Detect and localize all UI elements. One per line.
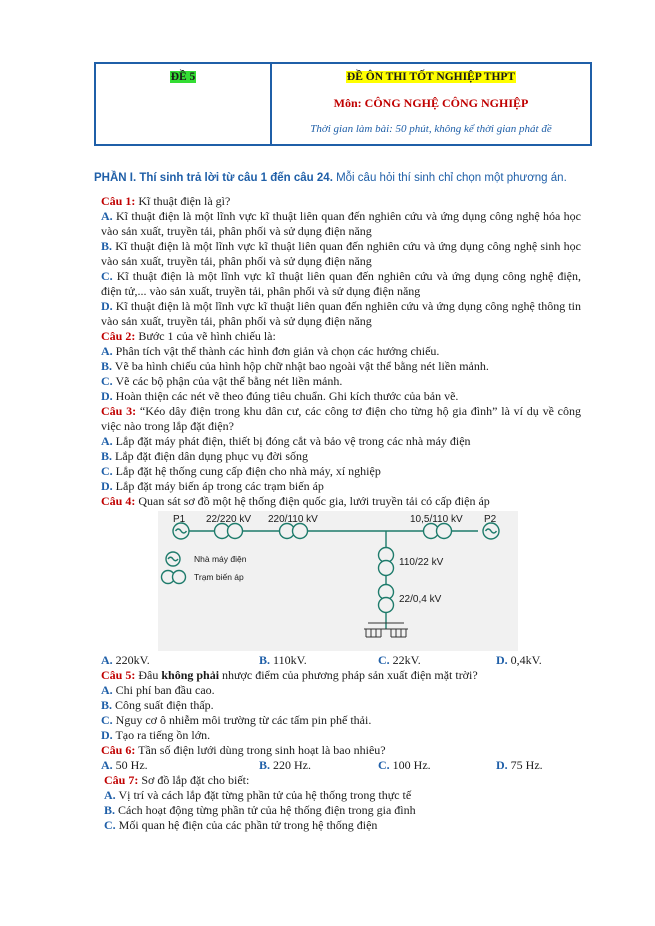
question-6 — [101, 743, 581, 758]
exam-code: ĐỀ 5 — [170, 71, 196, 83]
option-letter: B. — [104, 803, 116, 817]
question-7-block — [101, 773, 581, 833]
option-letter: C. — [378, 653, 390, 667]
option-letter: C. — [101, 713, 113, 727]
option-letter: D. — [101, 389, 113, 403]
option-6c[interactable] — [378, 758, 496, 773]
option-letter: C. — [101, 374, 113, 388]
option-5c[interactable] — [101, 713, 581, 728]
exam-time: Thời gian làm bài: 50 phút, không kể thời gian phát đề — [310, 123, 552, 135]
option-letter: A. — [101, 758, 113, 772]
generator-p1-icon — [173, 523, 189, 539]
option-text: Nguy cơ ô nhiễm môi trường từ các tấm pin phế thải. — [112, 713, 372, 727]
question-text: nhược điểm của phương pháp sản xuất điện mặt trời? — [219, 668, 478, 682]
option-letter: B. — [101, 359, 113, 373]
question-text: Sơ đồ lắp đặt cho biết: — [138, 773, 250, 787]
option-2b[interactable] — [101, 359, 581, 374]
label-p2: P2 — [484, 514, 497, 525]
legend-plant-label: Nhà máy điện — [194, 554, 247, 564]
question-text: “Kéo dây điện trong khu dân cư, các công tơ điện cho từng hộ gia đình” là ví dụ về công việc nào trong lắp đặt điện? — [101, 404, 581, 433]
question-label: Câu 4: — [101, 494, 136, 508]
exam-title-cell — [272, 64, 590, 144]
option-2d[interactable] — [101, 389, 581, 404]
option-4b[interactable] — [259, 653, 378, 668]
part-heading — [94, 172, 614, 184]
option-letter: B. — [259, 758, 271, 772]
option-1a[interactable] — [101, 209, 581, 239]
exam-code-cell — [96, 64, 272, 144]
question-label: Câu 2: — [101, 329, 136, 343]
option-letter: D. — [101, 728, 113, 742]
option-text: Lắp đặt hệ thống cung cấp điện cho nhà máy, xí nghiệp — [112, 464, 381, 478]
option-text: Kĩ thuật điện là một lĩnh vực kĩ thuật liên quan đến nghiên cứu và ứng dụng công nghệ thông tin vào sản xuất, truyền tải, phân phối và sử dụng điện năng — [101, 299, 581, 328]
exam-title: ĐỀ ÔN THI TỐT NGHIỆP THPT — [346, 71, 516, 83]
question-emphasis: không phải — [161, 668, 220, 682]
option-text: Mối quan hệ điện của các phần tử trong hệ thống điện — [115, 818, 378, 832]
option-text: 0,4kV. — [507, 653, 542, 667]
legend-station-label: Trạm biến áp — [194, 572, 244, 582]
option-letter: A. — [104, 788, 116, 802]
part-note: Mỗi câu hỏi thí sinh chỉ chọn một phương án. — [332, 172, 567, 184]
option-1c[interactable] — [101, 269, 581, 299]
option-4d[interactable] — [496, 653, 542, 668]
option-text: Tạo ra tiếng ồn lớn. — [112, 728, 211, 742]
option-letter: D. — [496, 758, 508, 772]
option-6d[interactable] — [496, 758, 543, 773]
option-letter: C. — [101, 269, 113, 283]
question-text: Kĩ thuật điện là gì? — [135, 194, 231, 208]
option-text: 75 Hz. — [507, 758, 543, 772]
option-text: Vị trí và cách lắp đặt từng phần tử của hệ thống trong thực tế — [115, 788, 412, 802]
option-letter: A. — [101, 344, 113, 358]
option-3b[interactable] — [101, 449, 581, 464]
option-letter: A. — [101, 209, 113, 223]
legend-plant-icon — [166, 552, 180, 566]
label-p1: P1 — [173, 514, 186, 525]
option-letter: C. — [378, 758, 390, 772]
option-letter: A. — [101, 683, 113, 697]
question-label: Câu 3: — [101, 404, 137, 418]
question-1 — [101, 194, 581, 209]
option-text: Kĩ thuật điện là một lĩnh vực kĩ thuật liên quan đến nghiên cứu và ứng dụng công nghệ điện, điện tử,... vào sản xuất, truyền tải, phân phối và sử dụng điện năng — [101, 269, 581, 298]
option-letter: D. — [496, 653, 508, 667]
option-3a[interactable] — [101, 434, 581, 449]
option-text: Vẽ ba hình chiếu của hình hộp chữ nhật bao ngoài vật thể bằng nét liền mảnh. — [112, 359, 489, 373]
option-text: Kĩ thuật điện là một lĩnh vực kĩ thuật liên quan đến nghiên cứu và ứng dụng công nghệ hóa học vào sản xuất, truyền tải, phân phối và sử dụng điện năng — [101, 209, 581, 238]
option-letter: B. — [101, 698, 113, 712]
option-2c[interactable] — [101, 374, 581, 389]
option-letter: A. — [101, 653, 113, 667]
option-1b[interactable] — [101, 239, 581, 269]
question-label: Câu 1: — [101, 194, 136, 208]
option-text: Chi phí ban đầu cao. — [112, 683, 215, 697]
option-2a[interactable] — [101, 344, 581, 359]
label-220-110: 220/110 kV — [268, 514, 318, 525]
question-4 — [101, 494, 581, 509]
option-text: Phân tích vật thể thành các hình đơn giản và chọn các hướng chiếu. — [112, 344, 440, 358]
option-letter: C. — [101, 464, 113, 478]
option-text: Công suất điện thấp. — [112, 698, 214, 712]
exam-header — [94, 62, 592, 146]
question-5 — [101, 668, 581, 683]
option-text: Cách hoạt động từng phần tử của hệ thống điện trong gia đình — [115, 803, 416, 817]
option-6b[interactable] — [259, 758, 378, 773]
question-3 — [101, 404, 581, 434]
option-letter: C. — [104, 818, 116, 832]
option-text: Lắp đặt máy biến áp trong các trạm biến áp — [112, 479, 324, 493]
questions — [101, 194, 581, 833]
option-letter: B. — [101, 239, 113, 253]
option-text: 110kV. — [270, 653, 307, 667]
option-letter: B. — [101, 449, 113, 463]
option-7a[interactable] — [104, 788, 581, 803]
option-3d[interactable] — [101, 479, 581, 494]
part-title: PHẦN I. Thí sinh trả lời từ câu 1 đến câu 24. — [94, 172, 333, 184]
question-text: Đâu — [135, 668, 162, 682]
question-label: Câu 6: — [101, 743, 136, 757]
question-label: Câu 7: — [104, 773, 139, 787]
question-7 — [104, 773, 581, 788]
generator-p2-icon — [483, 523, 499, 539]
power-system-diagram — [158, 511, 518, 651]
legend-station-icon — [162, 571, 186, 584]
options-row-6 — [101, 758, 581, 773]
question-text: Quan sát sơ đồ một hệ thống điện quốc gia, lưới truyền tải có cấp điện áp — [135, 494, 490, 508]
option-letter: D. — [101, 299, 113, 313]
option-text: Hoàn thiện các nét vẽ theo đúng tiêu chuẩn. Ghi kích thước của bản vẽ. — [112, 389, 459, 403]
question-text: Tần số điện lưới dùng trong sinh hoạt là bao nhiêu? — [135, 743, 386, 757]
option-text: Lắp đặt máy phát điện, thiết bị đóng cắt và bảo vệ trong các nhà máy điện — [112, 434, 471, 448]
option-5b[interactable] — [101, 698, 581, 713]
option-4a[interactable] — [101, 653, 259, 668]
option-1d[interactable] — [101, 299, 581, 329]
option-letter: D. — [101, 479, 113, 493]
options-row-4 — [101, 653, 581, 668]
option-text: Vẽ các bộ phận của vật thể bằng nét liền mảnh. — [112, 374, 343, 388]
option-text: 50 Hz. — [112, 758, 148, 772]
question-2 — [101, 329, 581, 344]
option-text: Lắp đặt điện dân dụng phục vụ đời sống — [112, 449, 308, 463]
option-letter: A. — [101, 434, 113, 448]
option-text: 22kV. — [389, 653, 421, 667]
label-22-220: 22/220 kV — [206, 514, 252, 525]
exam-subject: Môn: CÔNG NGHỆ CÔNG NGHIỆP — [333, 96, 529, 110]
option-5d[interactable] — [101, 728, 581, 743]
option-3c[interactable] — [101, 464, 581, 479]
option-4c[interactable] — [378, 653, 496, 668]
option-7c[interactable] — [104, 818, 581, 833]
question-label: Câu 5: — [101, 668, 136, 682]
option-6a[interactable] — [101, 758, 259, 773]
option-text: Kĩ thuật điện là một lĩnh vực kĩ thuật liên quan đến nghiên cứu và ứng dụng công nghệ sinh học vào sản xuất, truyền tải, phân phối và sử dụng điện năng — [101, 239, 581, 268]
label-110-22: 110/22 kV — [399, 557, 444, 568]
question-text: Bước 1 của vẽ hình chiếu là: — [135, 329, 276, 343]
option-7b[interactable] — [104, 803, 581, 818]
option-5a[interactable] — [101, 683, 581, 698]
option-text: 220kV. — [112, 653, 150, 667]
label-10-110: 10,5/110 kV — [410, 514, 463, 525]
option-text: 100 Hz. — [389, 758, 431, 772]
option-text: 220 Hz. — [270, 758, 312, 772]
label-22-04: 22/0,4 kV — [399, 594, 442, 605]
option-letter: B. — [259, 653, 271, 667]
